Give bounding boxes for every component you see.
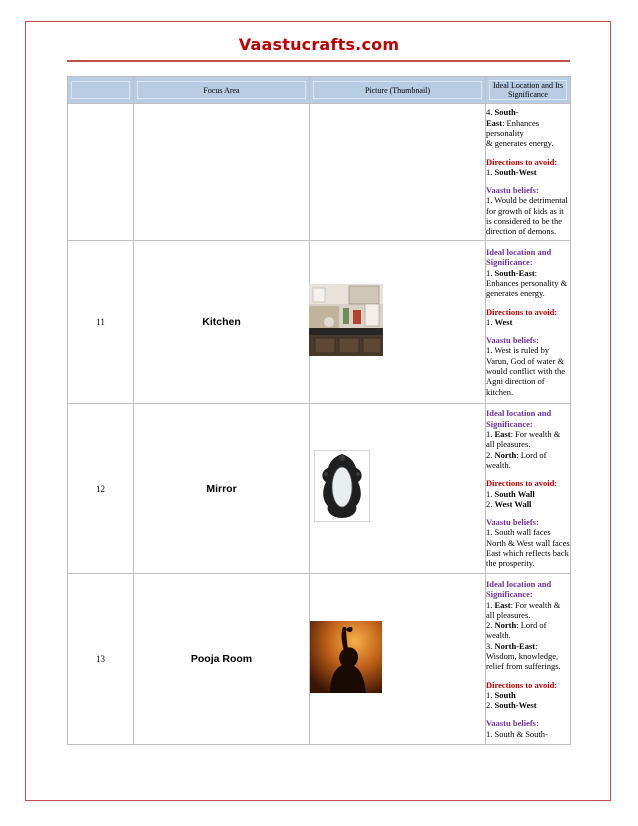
row-info: Ideal location and Significance: 1. East: For wealth & all pleasures. 2. North: Lord of wealth. Directions to avoid: 1. South Wall 2. West Wall Vaastu beliefs: 1. South wall faces North & West wall faces East which reflects back the prosperity. bbox=[486, 404, 571, 574]
ideal-heading: Ideal location and Significance: bbox=[486, 247, 552, 268]
beliefs-heading: Vaastu beliefs: bbox=[486, 185, 539, 196]
header-ideal: Ideal Location and Its Significance bbox=[486, 77, 571, 104]
row-picture bbox=[310, 404, 486, 574]
row-number bbox=[68, 104, 134, 241]
row-picture bbox=[310, 574, 486, 745]
table-row-mirror bbox=[68, 404, 571, 574]
ideal-heading: Ideal location and Significance: bbox=[486, 578, 552, 600]
row-info: 4. South- East: Enhances personality & generates energy. Directions to avoid: 1. South-West Vaastu beliefs: 1. Would be detrimental for growth of kids as it is considered to be the direction of demons. bbox=[486, 104, 571, 241]
ideal-list: 4. South- East: Enhances personality & generates energy. bbox=[486, 107, 554, 149]
avoid-heading: Directions to avoid: bbox=[486, 306, 558, 317]
table-header-row bbox=[68, 77, 571, 104]
avoid-heading: Directions to avoid: bbox=[486, 478, 558, 489]
kitchen-photo-icon bbox=[309, 284, 383, 356]
avoid-heading: Directions to avoid: bbox=[486, 156, 558, 167]
site-title: Vaastucrafts.com bbox=[238, 35, 400, 54]
vaastu-table bbox=[67, 76, 571, 745]
beliefs-heading: Vaastu beliefs: bbox=[486, 517, 539, 528]
row-focus: Mirror bbox=[134, 404, 310, 574]
ornate-mirror-icon bbox=[314, 450, 370, 522]
beliefs-heading: Vaastu beliefs: bbox=[486, 335, 539, 346]
table-row-kitchen bbox=[68, 241, 571, 404]
row-info: Ideal location and Significance: 1. East: For wealth & all pleasures. 2. North: Lord of wealth. 3. North-East: Wisdom, knowledge, relief from sufferings. Directions to avoid: 1. South 2. South-West Vaastu beliefs: 1. South & South- bbox=[486, 574, 571, 745]
table-row-pooja-room bbox=[68, 574, 571, 745]
title-rule bbox=[67, 60, 570, 62]
ideal-heading: Ideal location and Significance: bbox=[486, 408, 552, 429]
row-focus bbox=[134, 104, 310, 241]
row-number: 11 bbox=[68, 241, 134, 404]
row-focus: Pooja Room bbox=[134, 574, 310, 745]
row-focus: Kitchen bbox=[134, 241, 310, 404]
beliefs-heading: Vaastu beliefs: bbox=[486, 718, 539, 729]
row-picture bbox=[310, 241, 486, 404]
prayer-silhouette-icon bbox=[310, 621, 382, 693]
header-picture: Picture (Thumbnail) bbox=[310, 77, 486, 104]
header-focus-area: Focus Area bbox=[134, 77, 310, 104]
avoid-heading: Directions to avoid: bbox=[486, 679, 558, 690]
row-number: 12 bbox=[68, 404, 134, 574]
row-number: 13 bbox=[68, 574, 134, 745]
header-number bbox=[68, 77, 134, 104]
beliefs-text: 1. South & South- bbox=[486, 728, 548, 739]
beliefs-text: 1. Would be detrimental for growth of kids as it is considered to be the direction of demons. bbox=[486, 195, 568, 237]
row-picture bbox=[310, 104, 486, 241]
beliefs-text: 1. South wall faces North & West wall faces East which reflects back the prosperity. bbox=[486, 527, 570, 569]
beliefs-text: 1. West is ruled by Varun, God of water & would conflict with the Agni direction of kitchen. bbox=[486, 345, 566, 397]
row-info: Ideal location and Significance: 1. South-East: Enhances personality & generates energy. Directions to avoid: 1. West Vaastu beliefs: 1. West is ruled by Varun, God of water & would conflict with the Agni direction of kitchen. bbox=[486, 241, 571, 404]
table-row bbox=[68, 104, 571, 241]
